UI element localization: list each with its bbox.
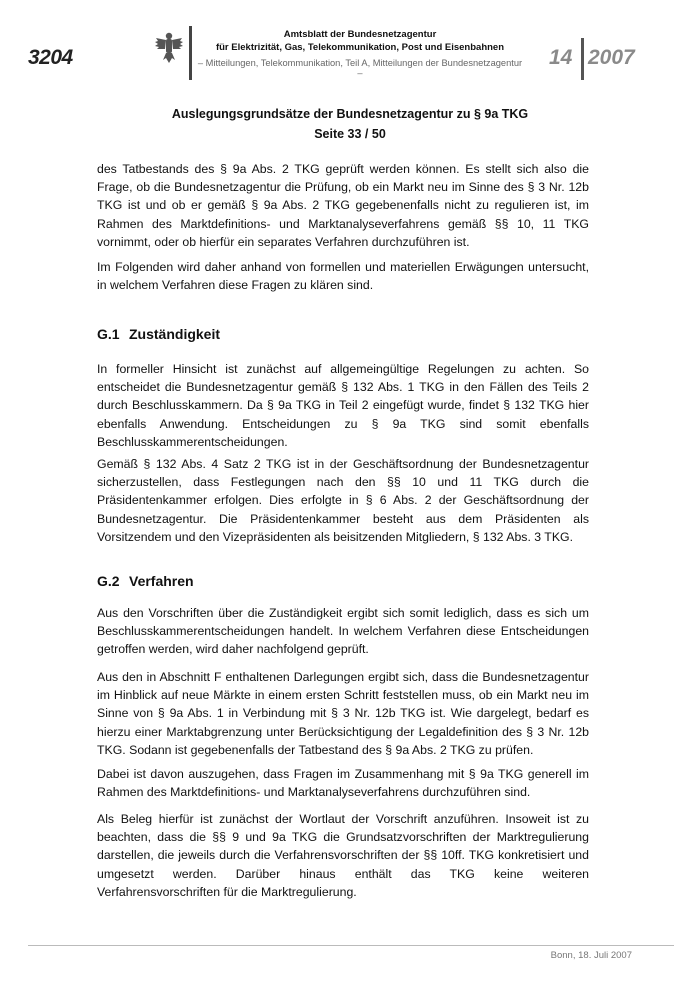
section-number: G.1 (97, 326, 120, 342)
paragraph: des Tatbestands des § 9a Abs. 2 TKG geprüft werden können. Es stellt sich also die Frage, ob die Bundesnetzagentur die Prüfung, ob ein Markt neu im Sinne des § 3 Nr. 12b TKG ist und ob er gemäß § 9a Abs. 2 TKG gegebenenfalls nicht zu regulieren ist, im Rahmen des Marktdefinitions- und Marktanalyseverfahrens gemäß §§ 10, 11 TKG vornimmt, oder ob hierfür ein separates Verfahren durchzuführen ist. (97, 162, 589, 249)
section-heading-g2 (97, 573, 194, 589)
section-heading-g1 (97, 326, 220, 342)
footer-date: Bonn, 18. Juli 2007 (550, 950, 632, 961)
footer-divider (28, 945, 674, 946)
paragraph: In formeller Hinsicht ist zunächst auf allgemeingültige Regelungen zu achten. So entscheidet die Bundesnetzagentur gemäß § 132 Abs. 1 TKG in den Fällen des Teils 2 durch Beschlusskammern. Da § 9a TKG in Teil 2 eingefügt wurde, findet § 132 TKG hier ebenfalls Anwendung. Entscheidungen zu § 9a TKG sind somit ebenfalls Beschlusskammerentscheidungen. (97, 362, 589, 449)
gazette-section: – Mitteilungen, Telekommunikation, Teil A, Mitteilungen der Bundesnetzagentur – (197, 58, 523, 78)
gazette-title: Amtsblatt der Bundesnetzagentur (283, 29, 437, 40)
issue-number: 14 (549, 46, 573, 69)
federal-eagle-icon (154, 30, 184, 66)
document-title: Auslegungsgrundsätze der Bundesnetzagentur zu § 9a TKG (171, 107, 529, 121)
section-title: Verfahren (129, 573, 194, 589)
document-page-info: Seite 33 / 50 (314, 127, 386, 141)
paragraph: Gemäß § 132 Abs. 4 Satz 2 TKG ist in der Geschäftsordnung der Bundesnetzagentur sicherzustellen, dass Festlegungen nach den §§ 10 und 11 TKG durch die Präsidentenkammer erfolgen. Dies erfolgte in § 6 Abs. 2 der Geschäftsordnung der Bundesnetzagentur. Die Präsidentenkammer besteht aus dem Präsidenten als Vorsitzendem und den Vizepräsidenten als beisitzenden Mitgliedern, § 132 Abs. 3 TKG. (97, 457, 589, 544)
paragraph: Dabei ist davon auszugehen, dass Fragen im Zusammenhang mit § 9a TKG generell im Rahmen des Marktdefinitions- und Marktanalyseverfahrens durchzuführen sind. (97, 767, 589, 800)
paragraph: Als Beleg hierfür ist zunächst der Wortlaut der Vorschrift anzuführen. Insoweit ist zu beachten, dass die §§ 9 und 9a TKG die Grundsatzvorschriften der Marktregulierung darstellen, die jeweils durch die Verfahrensvorschriften der §§ 10ff. TKG konkretisiert und umgesetzt werden. Darüber hinaus enthält das TKG keine weiteren Verfahrensvorschriften für die Marktregulierung. (97, 812, 589, 899)
section-title: Zuständigkeit (129, 326, 221, 342)
issue-divider (581, 38, 584, 80)
page-number: 3204 (28, 46, 73, 69)
gazette-subtitle: für Elektrizität, Gas, Telekommunikation, Post und Eisenbahnen (215, 42, 505, 53)
paragraph: Aus den Vorschriften über die Zuständigkeit ergibt sich somit lediglich, dass es sich um Beschlusskammerentscheidungen handelt. In welchem Verfahren diese Entscheidungen getroffen werden, wird daher nachfolgend geprüft. (97, 606, 589, 657)
paragraph: Aus den in Abschnitt F enthaltenen Darlegungen ergibt sich, dass die Bundesnetzagentur im Hinblick auf neue Märkte in einem ersten Schritt feststellen muss, ob ein Markt neu im Sinne von § 9a Abs. 1 in Verbindung mit § 3 Nr. 12b TKG ist. Wie dargelegt, bedarf es hierzu einer Marktabgrenzung unter Berücksichtigung der Legaldefinition des § 3 Nr. 12b TKG. Sodann ist gegebenenfalls der Tatbestand des § 9a Abs. 2 TKG zu prüfen. (97, 670, 589, 757)
header-divider (189, 26, 192, 80)
issue-year: 2007 (588, 46, 635, 69)
paragraph: Im Folgenden wird daher anhand von formellen und materiellen Erwägungen untersucht, in welchem Verfahren diese Fragen zu klären sind. (97, 260, 589, 293)
section-number: G.2 (97, 573, 120, 589)
